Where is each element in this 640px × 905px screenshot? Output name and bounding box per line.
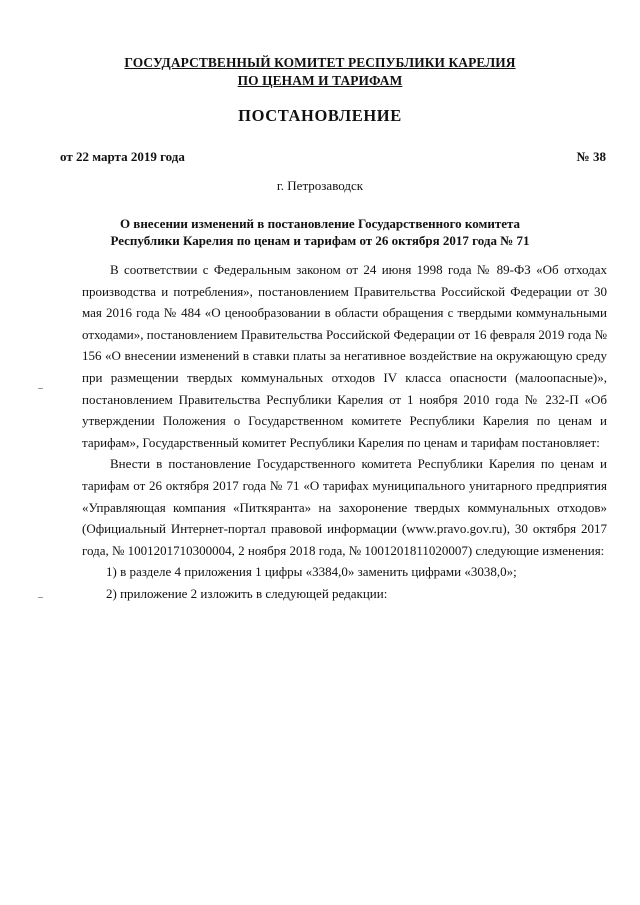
- subject-line-2: Республики Карелия по ценам и тарифам от 26 октября 2017 года № 71: [110, 233, 530, 248]
- issuer-name-line-2: ПО ЦЕНАМ И ТАРИФАМ: [237, 73, 403, 88]
- margin-mark: [38, 388, 43, 389]
- document-date: от 22 марта 2019 года: [60, 149, 185, 164]
- resolution-paragraph: Внести в постановление Государственного комитета Республики Карелия по ценам и тарифам от 26 октября 2017 года № 71 «О тарифах муниципального унитарного предприятия «Управляющая компания «Питкяранта» на захоронение твердых коммунальных отходов» (Официальный Интернет-портал правовой информации (www.pravo.gov.ru), 30 октября 2017 года, № 1001201710300004, 2 ноября 2018 года, № 1001201811020007) следующие изменения:: [82, 456, 607, 558]
- subject-line-1: О внесении изменений в постановление Государственного комитета: [119, 216, 521, 231]
- document-subject: [0, 215, 640, 249]
- issuer-header: [0, 54, 640, 90]
- document-number: № 38: [576, 149, 606, 164]
- margin-mark: [38, 597, 43, 598]
- list-item-1: 1) в разделе 4 приложения 1 цифры «3384,0» заменить цифрами «3038,0»;: [106, 564, 517, 580]
- issuer-name-line-1: ГОСУДАРСТВЕННЫЙ КОМИТЕТ РЕСПУБЛИКИ КАРЕЛИЯ: [124, 55, 516, 70]
- document-city: г. Петрозаводск: [276, 178, 364, 193]
- list-item-2: 2) приложение 2 изложить в следующей редакции:: [106, 585, 388, 601]
- document-body: [82, 259, 607, 605]
- preamble-paragraph: В соответствии с Федеральным законом от 24 июня 1998 года № 89-ФЗ «Об отходах производства и потребления», постановлением Правительства Российской Федерации от 30 мая 2016 года № 484 «О ценообразовании в области обращения с твердыми коммунальными отходами», постановлением Правительства Российской Федерации от 16 февраля 2019 года № 156 «О внесении изменений в ставки платы за негативное воздействие на окружающую среду при размещении твердых коммунальных отходов IV класса опасности (малоопасные)», постановлением Правительства Республики Карелия от 1 ноября 2010 года № 232-П «Об утверждении Положения о Государственном комитете Республики Карелия по ценам и тарифам», Государственный комитет Республики Карелия по ценам и тарифам постановляет:: [82, 262, 607, 450]
- document-type-title: ПОСТАНОВЛЕНИЕ: [238, 106, 402, 125]
- date-number-row: [60, 149, 606, 165]
